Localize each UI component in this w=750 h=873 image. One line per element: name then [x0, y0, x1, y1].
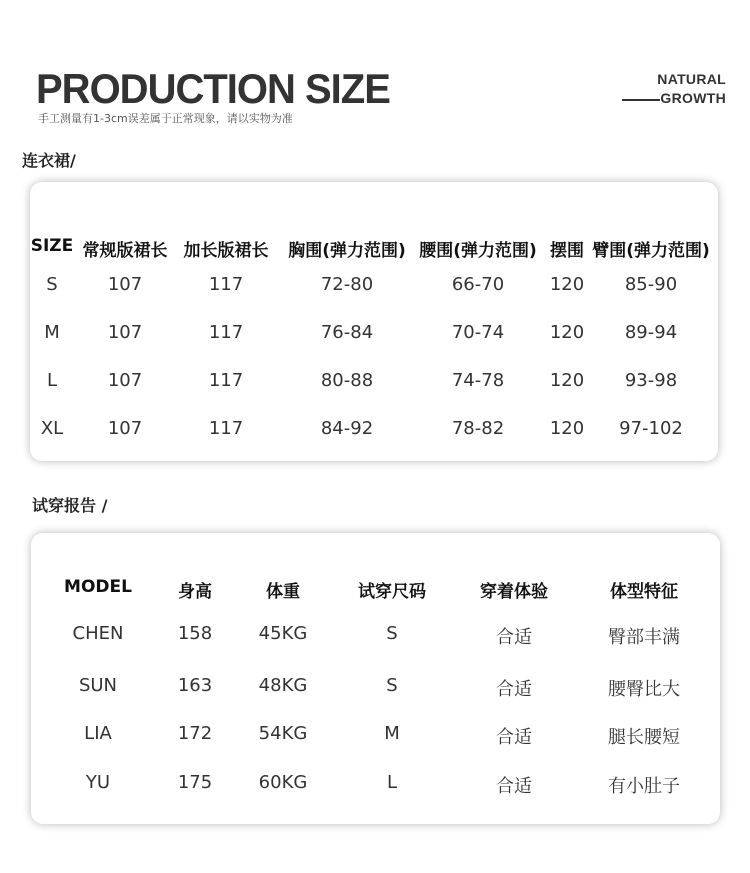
size-table-cell: 120: [549, 418, 585, 439]
size-table-cell: 76-84: [320, 322, 374, 343]
size-table-cell: 117: [208, 418, 244, 439]
size-table-cell: XL: [40, 418, 64, 439]
size-header-cell: 常规版裙长: [82, 241, 168, 261]
fit-table-cell: L: [386, 772, 398, 793]
fit-header-cell: 身高: [178, 582, 212, 602]
size-table-cell: 74-78: [451, 370, 505, 391]
measurement-note: 手工测量有1-3cm误差属于正常现象，请以实物为准: [38, 112, 293, 125]
fit-table-cell: 158: [177, 623, 213, 644]
brand-underline: [622, 99, 660, 101]
size-table-cell: 66-70: [451, 274, 505, 295]
size-header-cell: 加长版裙长: [183, 241, 269, 261]
size-table-cell: 72-80: [320, 274, 374, 295]
size-table-cell: 120: [549, 322, 585, 343]
fit-table-cell: S: [386, 623, 398, 644]
size-table-cell: 93-98: [624, 370, 678, 391]
size-table-cell: 78-82: [451, 418, 505, 439]
size-table-cell: S: [46, 274, 58, 295]
fit-header-cell: 试穿尺码: [358, 582, 426, 602]
size-table-cell: 89-94: [624, 322, 678, 343]
fit-table-cell: S: [386, 675, 398, 696]
fit-header-cell: 体重: [266, 582, 300, 602]
fit-section-label: 试穿报告 /: [32, 496, 108, 515]
fit-table-cell: 172: [177, 723, 213, 744]
fit-table-cell: 腰臀比大: [608, 679, 680, 700]
fit-table-cell: 163: [177, 675, 213, 696]
fit-header-cell: 体型特征: [610, 582, 678, 602]
size-table-cell: 107: [107, 370, 143, 391]
fit-table-cell: 有小肚子: [608, 776, 680, 797]
size-header-cell: 摆围: [550, 241, 584, 261]
size-header-cell: 臂围(弹力范围): [592, 241, 710, 261]
fit-table-cell: 48KG: [258, 675, 308, 696]
size-table-cell: 107: [107, 322, 143, 343]
fit-table-cell: 合适: [496, 679, 532, 700]
fit-table-cell: YU: [85, 772, 111, 793]
size-table-cell: 84-92: [320, 418, 374, 439]
size-table-cell: L: [46, 370, 58, 391]
fit-table-cell: LIA: [84, 723, 112, 744]
fit-table-cell: M: [384, 723, 400, 744]
size-table-cell: 107: [107, 274, 143, 295]
size-table-cell: 97-102: [619, 418, 683, 439]
size-table-cell: 107: [107, 418, 143, 439]
size-chart-card: [30, 182, 718, 461]
size-section-label: 连衣裙/: [22, 151, 76, 170]
fit-table-cell: CHEN: [72, 623, 124, 644]
size-table-cell: 120: [549, 370, 585, 391]
page-title: PRODUCTION SIZE: [36, 66, 390, 113]
fit-header-cell: 穿着体验: [480, 582, 548, 602]
size-header-cell: 腰围(弹力范围): [419, 241, 537, 261]
fit-table-cell: 54KG: [258, 723, 308, 744]
brand-line-2: GROWTH: [660, 90, 726, 106]
size-table-cell: 80-88: [320, 370, 374, 391]
fit-table-cell: 腿长腰短: [608, 727, 680, 748]
size-table-cell: 85-90: [624, 274, 678, 295]
fit-table-cell: SUN: [78, 675, 118, 696]
fit-table-cell: 合适: [496, 776, 532, 797]
size-table-cell: 70-74: [451, 322, 505, 343]
brand-logo: [657, 70, 726, 108]
size-table-cell: M: [44, 322, 60, 343]
fit-table-cell: 175: [177, 772, 213, 793]
fit-header-cell: MODEL: [64, 577, 132, 597]
size-header-cell: 胸围(弹力范围): [288, 241, 406, 261]
fit-report-card: [31, 533, 720, 824]
fit-table-cell: 合适: [496, 727, 532, 748]
size-table-cell: 117: [208, 370, 244, 391]
fit-table-cell: 臀部丰满: [608, 627, 680, 648]
size-table-cell: 117: [208, 322, 244, 343]
fit-table-cell: 合适: [496, 627, 532, 648]
brand-line-1: NATURAL: [657, 71, 726, 87]
size-table-cell: 120: [549, 274, 585, 295]
size-table-cell: 117: [208, 274, 244, 295]
fit-table-cell: 60KG: [258, 772, 308, 793]
fit-table-cell: 45KG: [258, 623, 308, 644]
size-header-cell: SIZE: [30, 236, 74, 256]
